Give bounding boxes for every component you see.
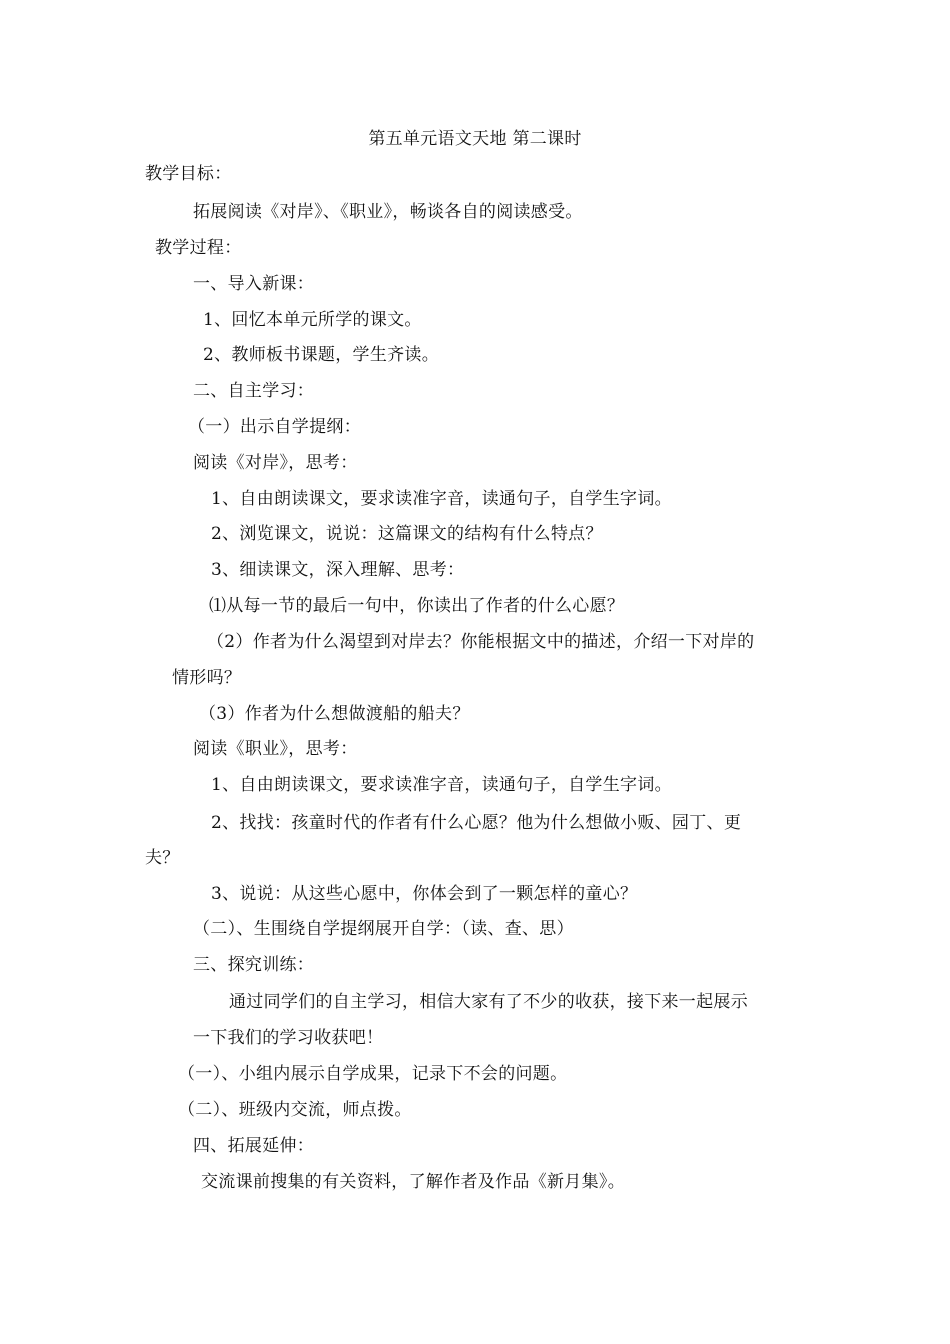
step-heading-intro: 一、导入新课： bbox=[193, 274, 315, 294]
list-item: 2、教师板书课题，学生齐读。 bbox=[203, 345, 440, 365]
step-heading-self-study: 二、自主学习： bbox=[193, 381, 315, 401]
list-item: 3、说说：从这些心愿中，你体会到了一颗怎样的童心？ bbox=[211, 884, 638, 904]
paragraph-continued: 一下我们的学习收获吧！ bbox=[193, 1028, 384, 1048]
reading-heading: 阅读《对岸》，思考： bbox=[193, 453, 358, 473]
list-item: 1、自由朗读课文，要求读准字音，读通句子，自学生字词。 bbox=[211, 489, 672, 509]
document-title: 第五单元语文天地 第二课时 bbox=[368, 129, 582, 149]
list-item: 2、浏览课文，说说：这篇课文的结构有什么特点？ bbox=[211, 524, 603, 544]
question-item: （2）作者为什么渴望到对岸去？你能根据文中的描述，介绍一下对岸的 bbox=[207, 632, 755, 652]
objective-text: 拓展阅读《对岸》、《职业》，畅谈各自的阅读感受。 bbox=[193, 202, 583, 222]
list-item-continued: 夫？ bbox=[145, 848, 180, 868]
sub-heading: （二）、班级内交流，师点拨。 bbox=[178, 1100, 412, 1120]
list-item: 3、细读课文，深入理解、思考： bbox=[211, 560, 465, 580]
list-item: 1、自由朗读课文，要求读准字音，读通句子，自学生字词。 bbox=[211, 775, 672, 795]
question-item-continued: 情形吗？ bbox=[172, 668, 242, 688]
sub-heading: （一）出示自学提纲： bbox=[188, 417, 361, 437]
list-item: 2、找找：孩童时代的作者有什么心愿？他为什么想做小贩、园丁、更 bbox=[211, 813, 742, 833]
reading-heading: 阅读《职业》，思考： bbox=[193, 739, 358, 759]
step-heading-extension: 四、拓展延伸： bbox=[193, 1136, 315, 1156]
paragraph: 通过同学们的自主学习，相信大家有了不少的收获，接下来一起展示 bbox=[229, 992, 748, 1012]
section-heading-objectives: 教学目标： bbox=[145, 164, 232, 184]
question-item: （3）作者为什么想做渡船的船夫？ bbox=[199, 704, 470, 724]
paragraph: 交流课前搜集的有关资料，了解作者及作品《新月集》。 bbox=[201, 1172, 625, 1192]
question-item: ⑴从每一节的最后一句中，你读出了作者的什么心愿？ bbox=[209, 596, 625, 616]
sub-heading: （二）、生围绕自学提纲展开自学：（读、查、思） bbox=[193, 919, 574, 939]
sub-heading: （一）、小组内展示自学成果，记录下不会的问题。 bbox=[178, 1064, 568, 1084]
list-item: 1、回忆本单元所学的课文。 bbox=[203, 310, 422, 330]
step-heading-explore: 三、探究训练： bbox=[193, 955, 315, 975]
section-heading-process: 教学过程： bbox=[155, 238, 242, 258]
